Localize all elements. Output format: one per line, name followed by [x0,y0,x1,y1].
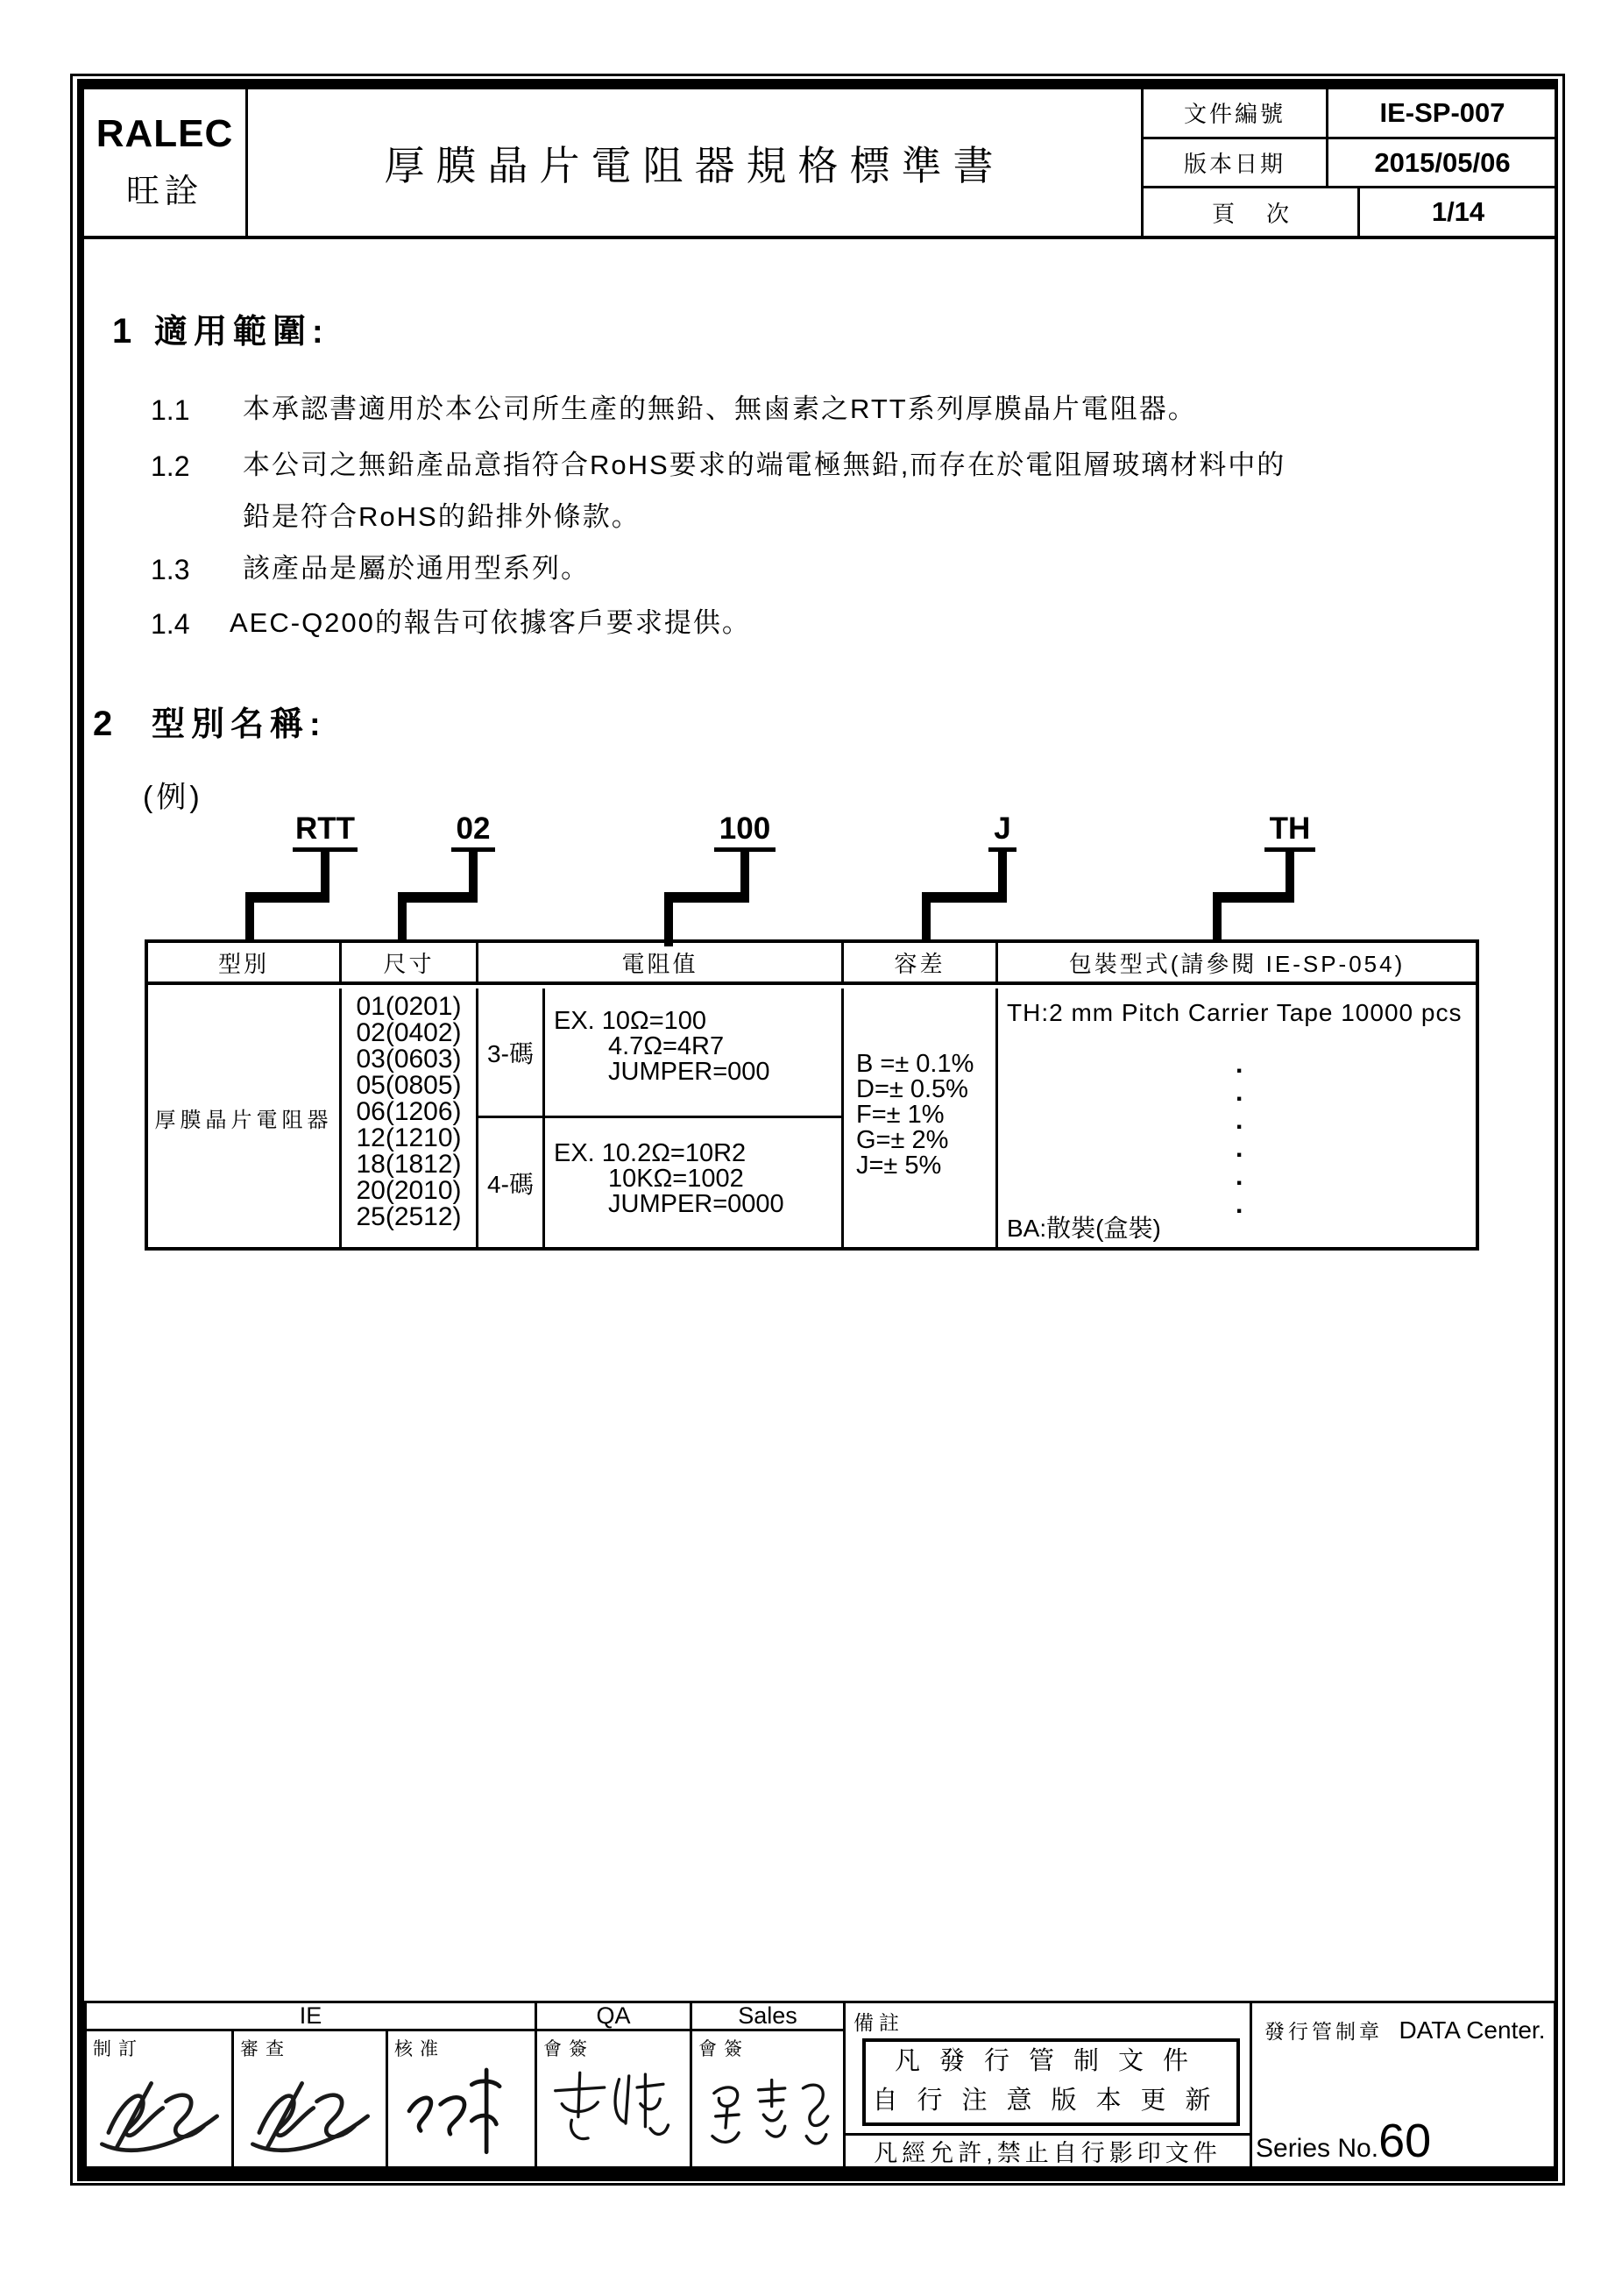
connector-line [245,892,254,943]
cell-4digit-examples [545,1116,844,1247]
packing-ba-option: BA:散裝(盒裝) [1007,1215,1161,1242]
header-table [84,89,1556,239]
draft-label: 制訂 [93,2039,144,2059]
col-header-size: 尺寸 [342,943,478,985]
approval-table [84,2001,1556,2169]
size-item: 18(1812) [356,1150,462,1179]
col-header-resistance: 電阻值 [478,943,844,985]
remark-label: 備註 [853,2011,904,2034]
packing-th-option: TH:2 mm Pitch Carrier Tape 10000 pcs [1007,999,1463,1026]
col-header-type: 型別 [148,943,342,985]
signature-cell-countersign-qa [537,2031,692,2166]
info-row-version-date [1144,139,1556,189]
qa-countersignature [543,2063,684,2161]
remark-cell [846,2003,1252,2166]
remark-notice-box [862,2038,1240,2126]
doc-number-label: 文件編號 [1144,89,1328,137]
item-1-2-text-line2: 鉛是符合RoHS的鉛排外條款。 [243,501,641,532]
version-date-value: 2015/05/06 [1374,146,1511,178]
remark-bottom-text: 凡經允許,禁止自行影印文件 [874,2140,1222,2166]
item-1-4-text: AEC-Q200的報告可依據客戶要求提供。 [230,607,751,638]
series-number-line [1256,2117,1431,2165]
item-1-3-number: 1.3 [151,554,190,585]
col-header-packing: 包裝型式(請參閱 IE-SP-054) [998,943,1476,985]
document-info-table [1144,89,1556,236]
code-part-series: RTT [293,813,358,852]
countersign-qa-label: 會簽 [543,2039,594,2059]
tolerance-item: J=± 5% [856,1152,942,1180]
signature-cell-approve [388,2031,537,2166]
connector-line [922,892,1007,903]
issue-control-stamp-label: 發行管制章 [1264,2020,1383,2043]
cell-3digit-label: 3-碼 [478,989,545,1116]
stamp-cell [1252,2003,1554,2166]
example-note: (例) [143,781,203,814]
connector-line [1213,892,1222,943]
ellipsis-dot: . [1236,1162,1243,1191]
code-part-resistance: 100 [714,813,776,852]
issue-control-stamp-value: DATA Center. [1399,2016,1546,2044]
connector-line [664,892,749,903]
code-part-size: 02 [451,813,495,852]
signature-cell-countersign-sales [692,2031,846,2166]
ellipsis-dot: . [1236,1106,1243,1135]
size-item: 01(0201) [356,992,462,1021]
sales-countersignature [698,2070,838,2161]
ellipsis-dot: . [1236,1050,1243,1079]
dept-header-ie: IE [87,2003,537,2031]
size-item: 25(2512) [356,1202,462,1231]
signature-cell-review [234,2031,388,2166]
item-1-1-number: 1.1 [151,394,190,426]
resistance-example: EX. 10Ω=100 [554,1007,707,1035]
dept-header-sales: Sales [692,2003,846,2031]
size-item: 20(2010) [356,1176,462,1205]
cell-packing [998,989,1476,1247]
connector-line [664,892,673,946]
remark-box-line2: 自行注意版本更新 [872,2087,1230,2115]
code-part-tolerance: J [988,813,1016,852]
connector-line [398,892,478,903]
section2-heading: 型別名稱: [152,706,327,743]
size-item: 02(0402) [356,1018,462,1047]
size-item: 12(1210) [356,1123,462,1152]
review-label: 審查 [240,2039,291,2059]
resistance-example: JUMPER=0000 [608,1190,784,1218]
draft-signature [94,2066,225,2161]
approve-label: 核准 [394,2039,445,2059]
item-1-4-number: 1.4 [151,608,190,640]
doc-number-value: IE-SP-007 [1379,96,1505,128]
section2-number: 2 [93,705,113,743]
stamp-line [1264,2016,1545,2044]
tolerance-item: D=± 0.5% [856,1075,968,1103]
approve-signature [396,2058,528,2161]
ellipsis-dot: . [1236,1190,1243,1219]
series-number-label: Series No. [1256,2134,1379,2163]
size-item: 03(0603) [356,1045,462,1074]
review-signature [244,2066,376,2161]
size-item: 06(1206) [356,1097,462,1126]
part-number-spec-table [145,939,1479,1251]
section1-heading: 適用範圍: [154,314,329,351]
info-row-doc-number [1144,89,1556,139]
section1-number: 1 [112,312,132,351]
connector-line [398,892,407,943]
logo-cell [84,89,248,236]
title-cell [248,89,1144,236]
company-logo: RALEC [96,111,234,155]
dept-header-qa: QA [537,2003,692,2031]
series-number-value: 60 [1378,2115,1432,2167]
tolerance-item: F=± 1% [856,1101,945,1129]
countersign-sales-label: 會簽 [698,2039,749,2059]
version-date-label: 版本日期 [1144,139,1328,187]
signature-cell-draft [87,2031,234,2166]
code-part-packing: TH [1264,813,1315,852]
item-1-1-text: 本承認書適用於本公司所生產的無鉛、無鹵素之RTT系列厚膜晶片電阻器。 [243,393,1197,424]
tolerance-item: G=± 2% [856,1126,949,1154]
ellipsis-dot: . [1236,1134,1243,1163]
info-row-page-number [1144,188,1556,236]
page-number-label: 頁次 [1144,188,1360,236]
ellipsis-dot: . [1236,1078,1243,1107]
item-1-2-text-line1: 本公司之無鉛產品意指符合RoHS要求的端電極無鉛,而存在於電阻層玻璃材料中的 [243,450,1286,480]
resistance-example: 4.7Ω=4R7 [608,1032,725,1060]
cell-3digit-examples [545,989,844,1116]
document-title: 厚膜晶片電阻器規格標準書 [384,142,1005,188]
tolerance-item: B =± 0.1% [856,1050,974,1078]
col-header-tolerance: 容差 [844,943,998,985]
item-1-2-number: 1.2 [151,450,190,482]
resistance-example: JUMPER=000 [608,1058,770,1086]
remark-box-line1: 凡發行管制文件 [894,2047,1208,2075]
cell-4digit-label: 4-碼 [478,1116,545,1247]
resistance-example: 10KΩ=1002 [608,1165,744,1193]
size-item: 05(0805) [356,1071,462,1100]
page-number-value: 1/14 [1431,196,1485,228]
cell-product-type: 厚膜晶片電阻器 [148,989,342,1247]
connector-line [245,892,329,903]
resistance-example: EX. 10.2Ω=10R2 [554,1139,747,1167]
connector-line [1213,892,1294,903]
cell-tolerances [844,989,998,1247]
cell-sizes [342,989,478,1247]
connector-line [922,892,931,943]
company-logo-chinese: 旺詮 [125,174,203,211]
item-1-3-text: 該產品是屬於通用型系列。 [243,553,590,584]
